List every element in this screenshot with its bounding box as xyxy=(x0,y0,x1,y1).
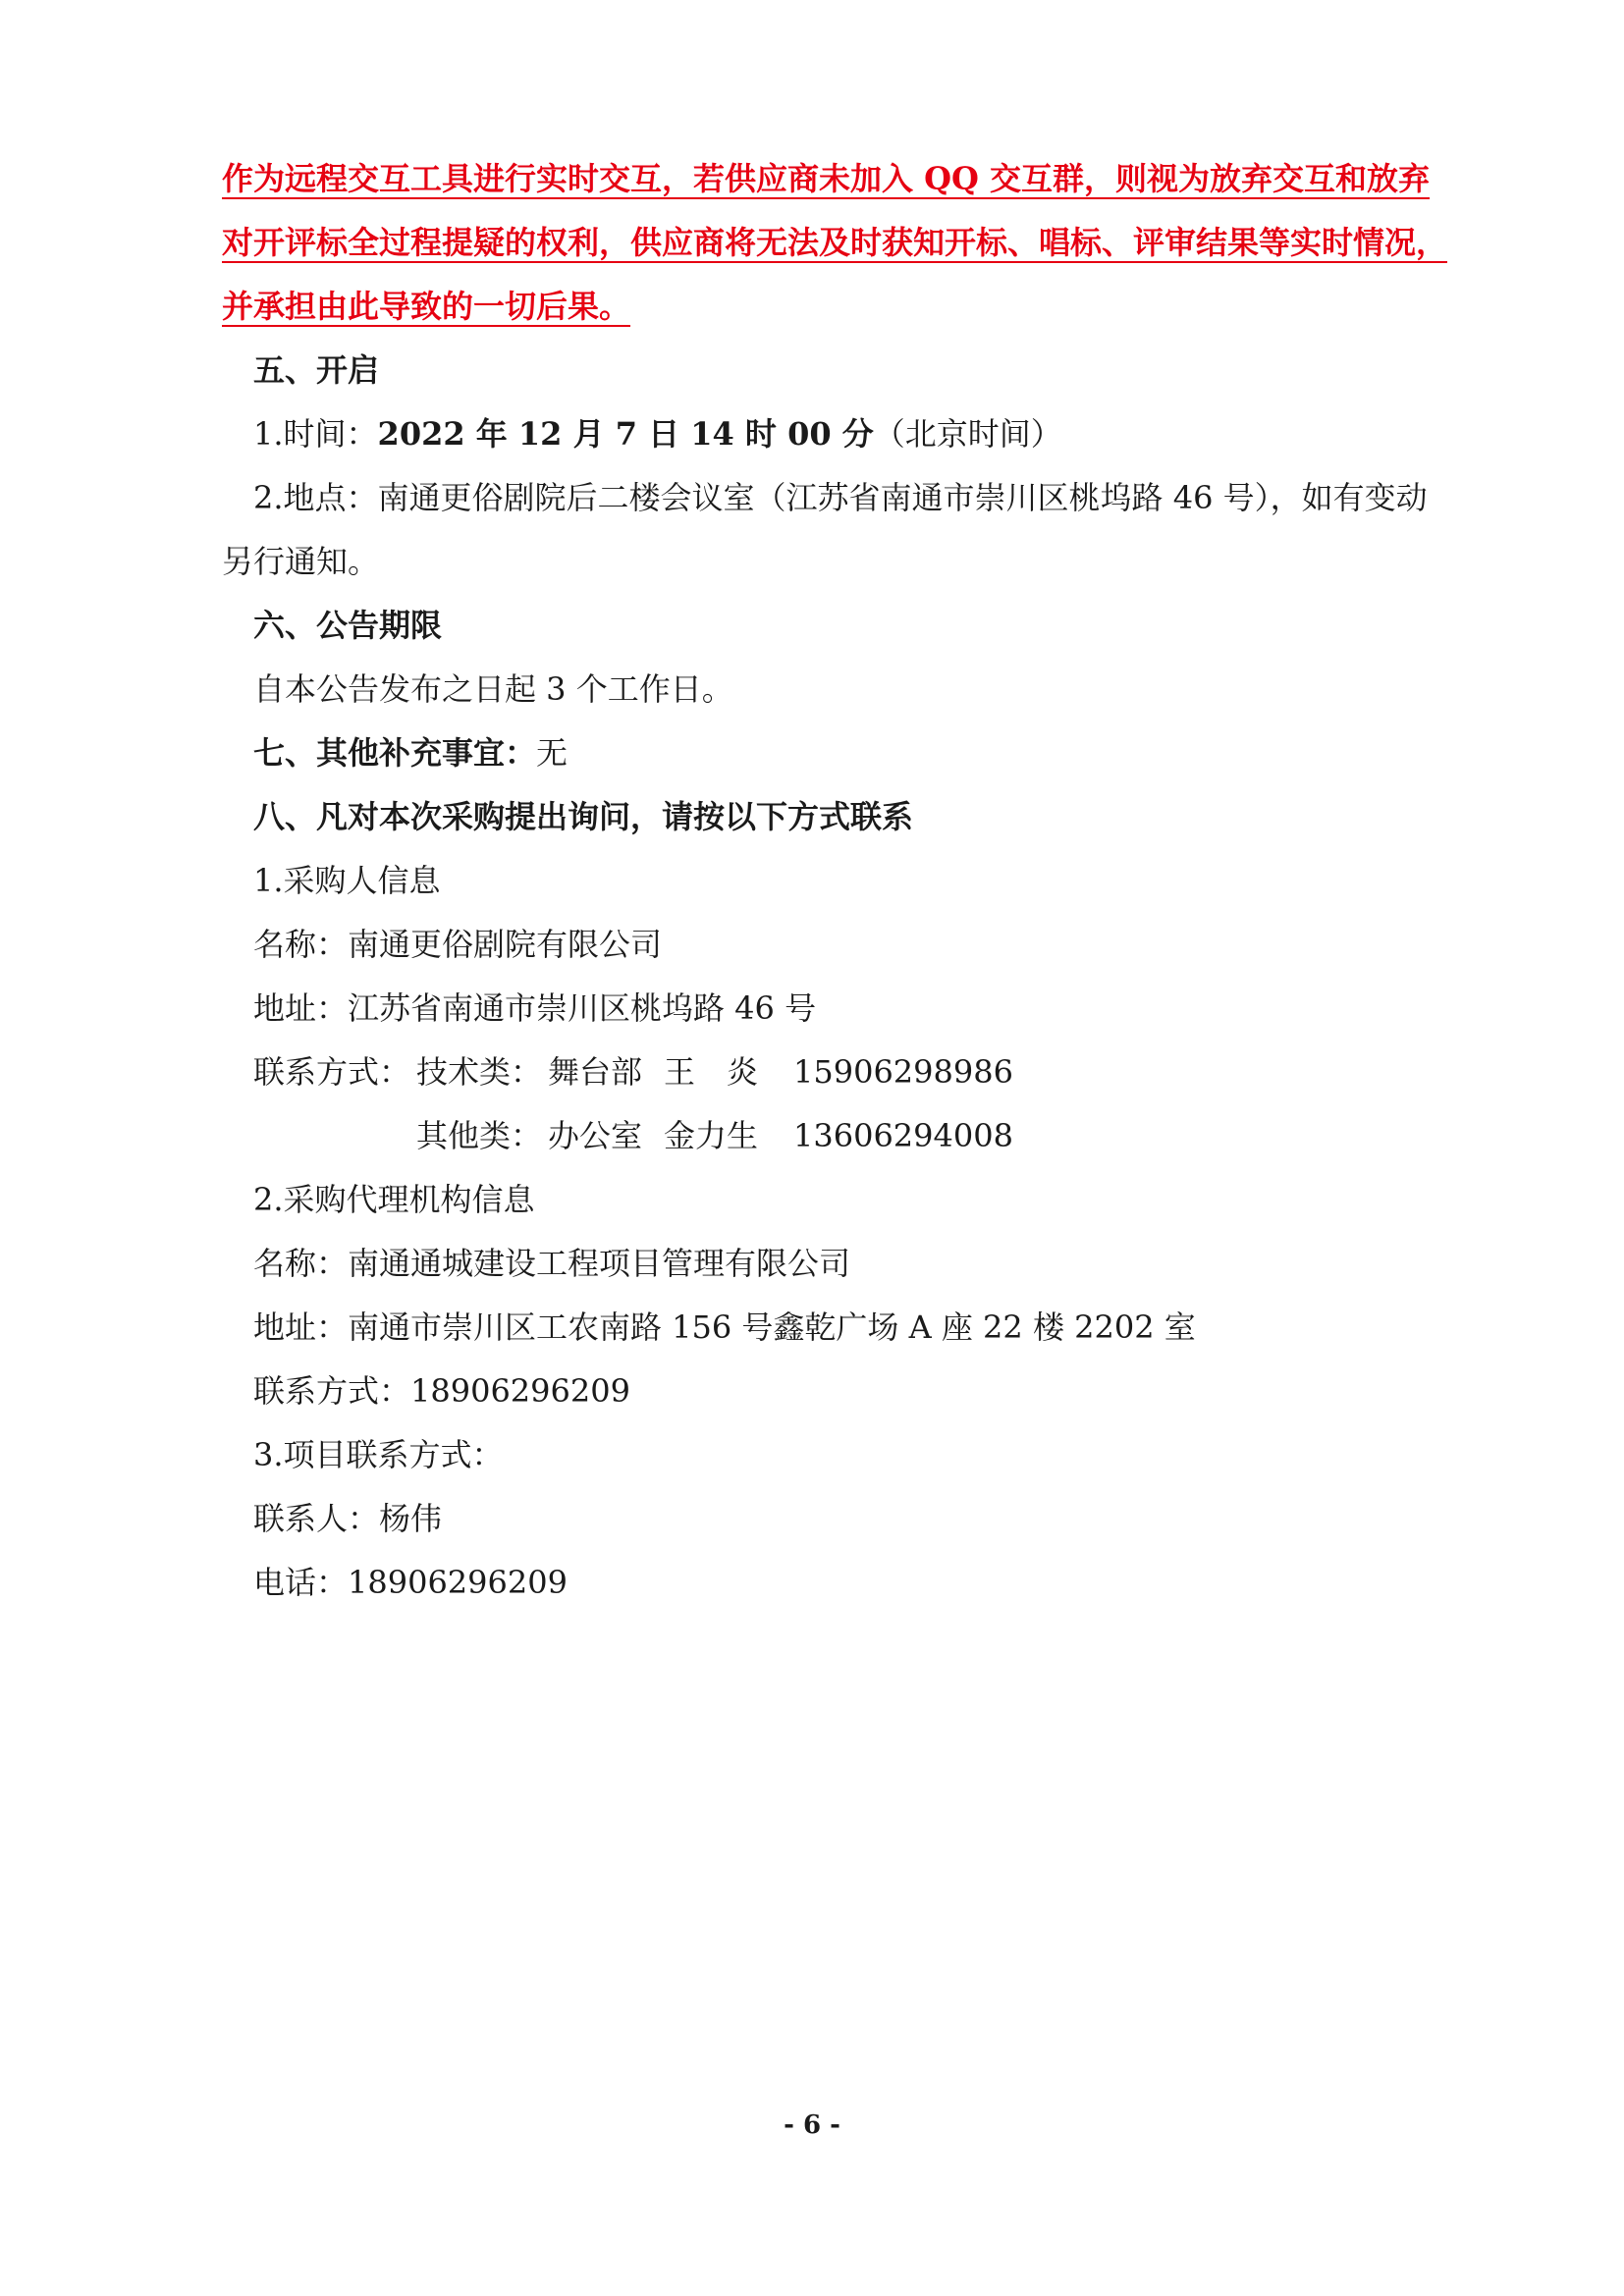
contact-2-dept: 办公室 xyxy=(548,1117,643,1154)
agency-title: 2.采购代理机构信息 xyxy=(253,1181,535,1218)
project-contact-phone: 电话：18906296209 xyxy=(253,1564,568,1601)
agency-contact: 联系方式：18906296209 xyxy=(253,1372,630,1410)
purchaser-contact-label: 联系方式： xyxy=(253,1053,411,1091)
notice-line-3: 并承担由此导致的一切后果。 xyxy=(222,288,631,325)
section-7-heading: 七、其他补充事宜： xyxy=(253,734,537,772)
section-7-value: 无 xyxy=(536,734,568,772)
contact-1-person: 王 炎 xyxy=(664,1053,759,1091)
open-time-value: 2022 年 12 月 7 日 14 时 00 分 xyxy=(377,415,874,453)
section-5-heading: 五、开启 xyxy=(253,351,380,389)
agency-address: 地址：南通市崇川区工农南路 156 号鑫乾广场 A 座 22 楼 2202 室 xyxy=(253,1308,1196,1346)
notice-line-1: 作为远程交互工具进行实时交互，若供应商未加入 QQ 交互群，则视为放弃交互和放弃 xyxy=(222,160,1431,197)
contact-2-phone: 13606294008 xyxy=(793,1117,1013,1154)
open-time xyxy=(253,414,1062,454)
open-place-line-1: 2.地点：南通更俗剧院后二楼会议室（江苏省南通市崇川区桃坞路 46 号），如有变动 xyxy=(253,479,1428,516)
contact-1-dept: 舞台部 xyxy=(548,1053,643,1091)
open-time-label: 1.时间： xyxy=(253,415,378,453)
purchaser-address: 地址：江苏省南通市崇川区桃坞路 46 号 xyxy=(253,989,817,1027)
purchaser-name: 名称：南通更俗剧院有限公司 xyxy=(253,926,663,963)
project-contact-title: 3.项目联系方式： xyxy=(253,1436,504,1473)
purchaser-title: 1.采购人信息 xyxy=(253,862,441,899)
contact-2-person: 金力生 xyxy=(664,1117,759,1154)
open-time-suffix: （北京时间） xyxy=(873,415,1062,453)
open-place-line-2: 另行通知。 xyxy=(222,543,380,580)
contact-1-phone: 15906298986 xyxy=(793,1053,1013,1091)
project-contact-person: 联系人：杨伟 xyxy=(253,1500,443,1537)
notice-line-2: 对开评标全过程提疑的权利，供应商将无法及时获知开标、唱标、评审结果等实时情况， xyxy=(222,224,1448,261)
section-8-heading: 八、凡对本次采购提出询问，请按以下方式联系 xyxy=(253,798,914,835)
notice-period-text: 自本公告发布之日起 3 个工作日。 xyxy=(253,670,733,708)
agency-name: 名称：南通通城建设工程项目管理有限公司 xyxy=(253,1245,851,1282)
page-number: - 6 - xyxy=(784,2110,840,2140)
contact-2-type: 其他类： xyxy=(416,1117,543,1154)
contact-1-type: 技术类： xyxy=(416,1053,543,1091)
section-6-heading: 六、公告期限 xyxy=(253,607,443,644)
section-7 xyxy=(253,733,568,773)
